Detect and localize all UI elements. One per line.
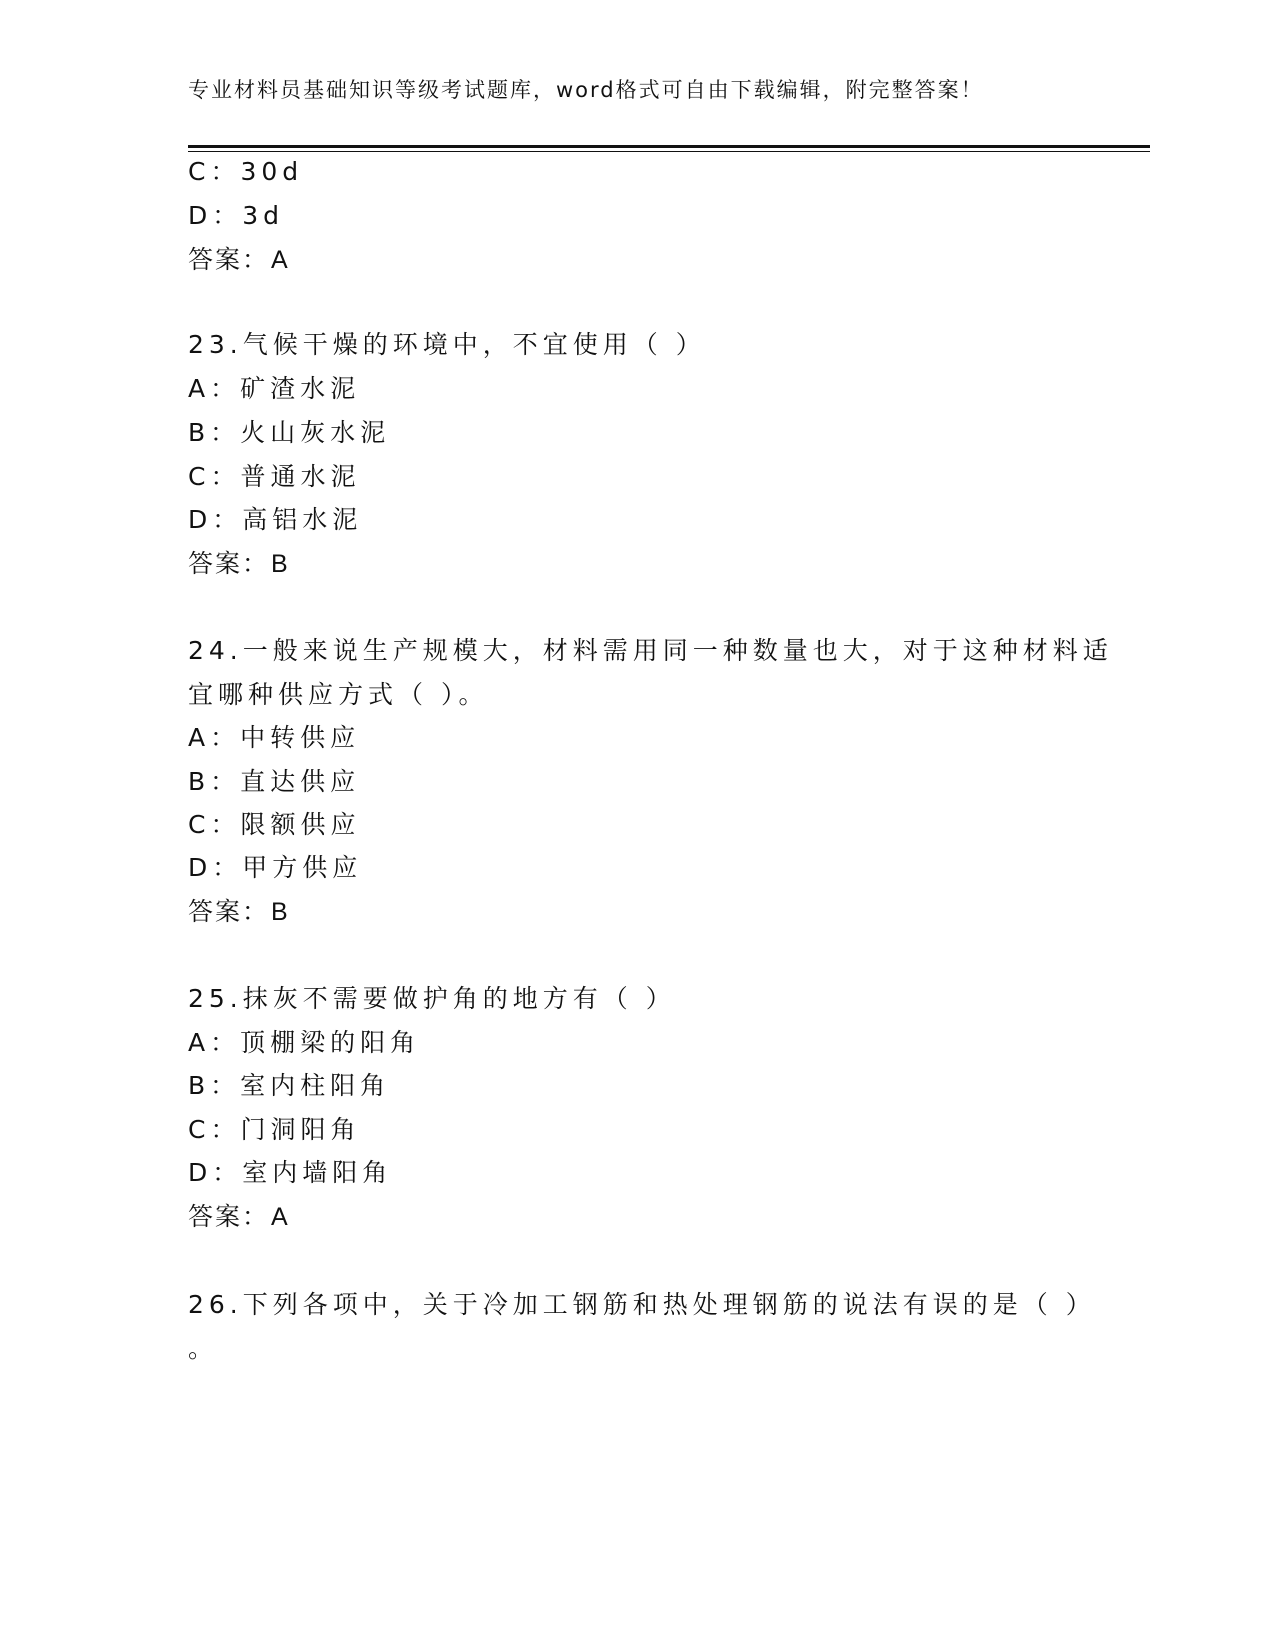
header-rule-thick — [188, 145, 1150, 148]
question-stem: 25.抹灰不需要做护角的地方有（ ） — [188, 984, 676, 1013]
question-stem: 24.一般来说生产规模大，材料需用同一种数量也大，对于这种材料适 — [188, 636, 1113, 665]
option-c: C：限额供应 — [188, 810, 361, 839]
option-c: C：普通水泥 — [188, 462, 361, 491]
option-d: D：甲方供应 — [188, 853, 363, 882]
option-a: A：矿渣水泥 — [188, 374, 361, 403]
answer-label: 答案： — [188, 549, 270, 578]
answer-value: B — [271, 898, 290, 926]
option-b: B：火山灰水泥 — [188, 418, 391, 447]
header-rule-thin — [188, 151, 1150, 152]
page-header: 专业材料员基础知识等级考试题库，word格式可自由下载编辑，附完整答案！ — [188, 78, 984, 102]
question-stem: 23.气候干燥的环境中，不宜使用（ ） — [188, 330, 706, 359]
option-a: A：顶棚梁的阳角 — [188, 1028, 421, 1057]
option-d: D：3d — [188, 201, 285, 230]
answer-line — [188, 1202, 290, 1232]
option-b: B：室内柱阳角 — [188, 1071, 391, 1100]
option-a: A：中转供应 — [188, 723, 361, 752]
answer-value: A — [271, 1203, 290, 1231]
question-stem-continued: 宜哪种供应方式（ ）。 — [188, 680, 489, 709]
answer-label: 答案： — [188, 245, 270, 274]
answer-label: 答案： — [188, 1202, 270, 1231]
answer-line — [188, 897, 290, 927]
option-b: B：直达供应 — [188, 767, 361, 796]
option-d: D：室内墙阳角 — [188, 1158, 393, 1187]
answer-line — [188, 549, 290, 579]
option-c: C：门洞阳角 — [188, 1115, 361, 1144]
answer-line — [188, 245, 290, 275]
answer-label: 答案： — [188, 897, 270, 926]
answer-value: A — [271, 246, 290, 274]
question-stem-continued: 。 — [188, 1334, 219, 1363]
answer-value: B — [271, 550, 290, 578]
question-stem: 26.下列各项中，关于冷加工钢筋和热处理钢筋的说法有误的是（ ） — [188, 1290, 1096, 1319]
option-c: C：30d — [188, 157, 304, 186]
option-d: D：高铝水泥 — [188, 505, 363, 534]
